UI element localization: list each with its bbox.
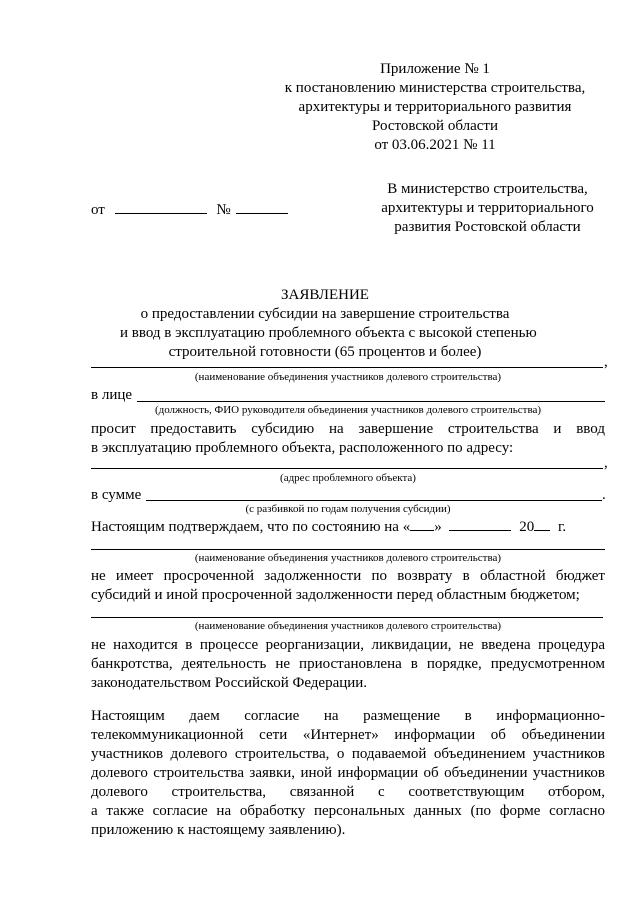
date-blank-field[interactable] [115,201,207,214]
title-line: о предоставлении субсидии на завершение строительства [140,306,510,322]
consent-line: а также согласие на обработку персональных данных (по форме согласно [91,803,605,819]
appendix-header [260,60,610,155]
hint-address: (адрес проблемного объекта) [280,472,416,484]
status-line: законодательством Российской Федерации. [91,675,368,691]
number-label: № [216,202,231,218]
association-name-field-2[interactable] [91,549,605,550]
comma: , [604,455,608,471]
debt-paragraph [91,567,605,605]
hint-position: (должность, ФИО руководителя объединения участников долевого строительства) [154,404,542,416]
recipient-line: архитектуры и территориального [381,200,594,216]
month-blank-field[interactable] [449,518,511,531]
sum-label: в сумме [91,487,142,503]
sum-field[interactable] [146,500,602,501]
recipient-line: развития Ростовской области [394,219,581,235]
association-name-field-1[interactable] [91,367,603,368]
title-line: и ввод в эксплуатацию проблемного объекта с высокой степенью [120,325,537,341]
hint-association-3: (наименование объединения участников долевого строительства) [194,620,502,632]
from-label: от [91,202,105,218]
status-line: банкротства, деятельность не приостановлена в порядке, предусмотренном [91,656,605,672]
year-suffix: г. [557,519,567,535]
consent-line: телекоммуникационной сети «Интернет» информации об объединении [91,727,605,743]
consent-line: долевого строительства, связанной с соответствующим отбором, [91,784,605,800]
representative-field[interactable] [137,401,605,402]
request-line: просит предоставить субсидию на завершение строительства и ввод [91,421,605,437]
association-name-field-3[interactable] [91,617,603,618]
debt-line: не имеет просроченной задолженности по возврату в областной бюджет [91,568,605,584]
person-label: в лице [91,387,133,403]
confirm-date-line [91,518,566,537]
period: . [602,487,606,503]
hint-sum: (с разбивкой по годам получения субсидии) [245,503,451,515]
address-field[interactable] [91,468,603,469]
number-blank-field[interactable] [236,201,288,214]
hint-association-1: (наименование объединения участников долевого строительства) [194,371,502,383]
confirm-prefix: Настоящим подтверждаем, что по состоянию на « [91,519,411,535]
recipient-line: В министерство строительства, [387,181,588,197]
consent-line: Настоящим даем согласие на размещение в информационно- [91,708,605,724]
title-heading: ЗАЯВЛЕНИЕ [281,287,369,303]
status-line: не находится в процессе реорганизации, ликвидации, не введена процедура [91,637,605,653]
appendix-line: к постановлению министерства строительства, [284,80,586,96]
day-blank-field[interactable] [410,518,434,531]
appendix-date: от 03.06.2021 № 11 [374,137,496,153]
consent-line: приложению к настоящему заявлению). [91,822,346,838]
status-paragraph [91,636,605,693]
debt-line: субсидий и иной просроченной задолженности перед областным бюджетом; [91,587,580,603]
appendix-line: архитектуры и территориального развития [298,99,572,115]
quote-close: » [434,519,442,535]
consent-paragraph [91,707,605,840]
recipient-block [360,180,615,237]
year-blank-field[interactable] [534,518,550,531]
appendix-line: Ростовской области [372,118,498,134]
title-line: строительной готовности (65 процентов и более) [168,344,482,360]
consent-line: долевого строительства заявки, иной информации об объединении участников [91,765,605,781]
consent-line: участников долевого строительства, о подаваемой объединением участников [91,746,605,762]
year-prefix: 20 [519,519,535,535]
appendix-number: Приложение № 1 [380,61,490,77]
from-number-line [91,201,288,219]
document-title [120,286,537,362]
hint-association-2: (наименование объединения участников долевого строительства) [194,552,502,564]
request-paragraph [91,420,605,458]
comma: , [604,354,608,370]
request-line: в эксплуатацию проблемного объекта, расположенного по адресу: [91,440,514,456]
